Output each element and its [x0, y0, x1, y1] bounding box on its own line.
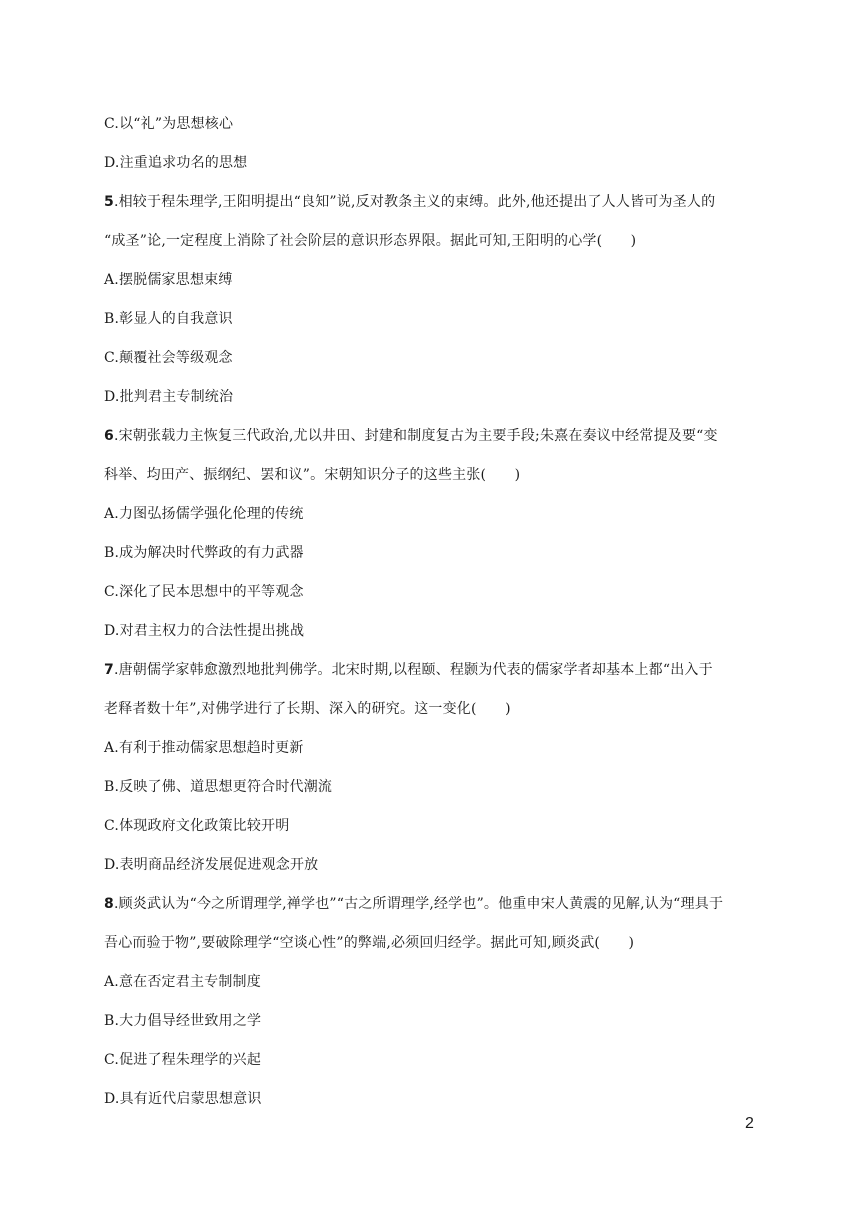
q7-option-a: A.有利于推动儒家思想趋时更新: [104, 740, 304, 756]
q7-number: 7: [104, 662, 114, 678]
page-number: 2: [745, 1115, 754, 1132]
q6-option-b: B.成为解决时代弊政的有力武器: [104, 545, 304, 561]
q6-stem-line-1: [104, 426, 718, 446]
q5-stem-line-1: [104, 192, 715, 212]
q8-option-a: A.意在否定君主专制制度: [104, 974, 261, 990]
q8-stem-text-1: .顾炎武认为“今之所谓理学,禅学也”“古之所谓理学,经学也”。他重申宋人黄震的见解,认为“理具于: [113, 896, 724, 912]
q5-option-a: A.摆脱儒家思想束缚: [104, 272, 233, 288]
q7-option-b: B.反映了佛、道思想更符合时代潮流: [104, 779, 333, 795]
q8-option-b: B.大力倡导经世致用之学: [104, 1013, 262, 1029]
q4-option-c: C.以“礼”为思想核心: [104, 116, 234, 132]
q6-option-c: C.深化了民本思想中的平等观念: [104, 584, 304, 600]
q6-stem-text-1: .宋朝张载力主恢复三代政治,尤以井田、封建和制度复古为主要手段;朱熹在奏议中经常提及要“变: [113, 428, 718, 444]
q7-option-d: D.表明商品经济发展促进观念开放: [104, 857, 319, 873]
q6-option-d: D.对君主权力的合法性提出挑战: [104, 623, 305, 639]
q8-option-c: C.促进了程朱理学的兴起: [104, 1052, 262, 1068]
q5-option-b: B.彰显人的自我意识: [104, 311, 233, 327]
q6-stem-line-2: 科举、均田产、振纲纪、罢和议”。宋朝知识分子的这些主张( ): [104, 467, 521, 483]
q5-number: 5: [104, 194, 114, 210]
q5-stem-text-1: .相较于程朱理学,王阳明提出“良知”说,反对教条主义的束缚。此外,他还提出了人人皆可为圣人的: [113, 194, 716, 210]
q7-stem-text-1: .唐朝儒学家韩愈激烈地批判佛学。北宋时期,以程颐、程颢为代表的儒家学者却基本上都“出入于: [113, 662, 713, 678]
q7-stem-line-2: 老释者数十年”,对佛学进行了长期、深入的研究。这一变化( ): [104, 701, 511, 717]
q8-stem-line-2: 吾心而验于物”,要破除理学“空谈心性”的弊端,必须回归经学。据此可知,顾炎武( ): [104, 935, 635, 951]
q7-option-c: C.体现政府文化政策比较开明: [104, 818, 290, 834]
q8-option-d: D.具有近代启蒙思想意识: [104, 1091, 262, 1107]
q6-option-a: A.力图弘扬儒学强化伦理的传统: [104, 506, 304, 522]
q5-stem-line-2: “成圣”论,一定程度上消除了社会阶层的意识形态界限。据此可知,王阳明的心学( ): [104, 233, 637, 249]
q8-stem-line-1: [104, 894, 723, 914]
q6-number: 6: [104, 428, 114, 444]
q7-stem-line-1: [104, 660, 713, 680]
q8-number: 8: [104, 896, 114, 912]
q5-option-c: C.颠覆社会等级观念: [104, 350, 233, 366]
q5-option-d: D.批判君主专制统治: [104, 389, 234, 405]
q4-option-d: D.注重追求功名的思想: [104, 155, 248, 171]
